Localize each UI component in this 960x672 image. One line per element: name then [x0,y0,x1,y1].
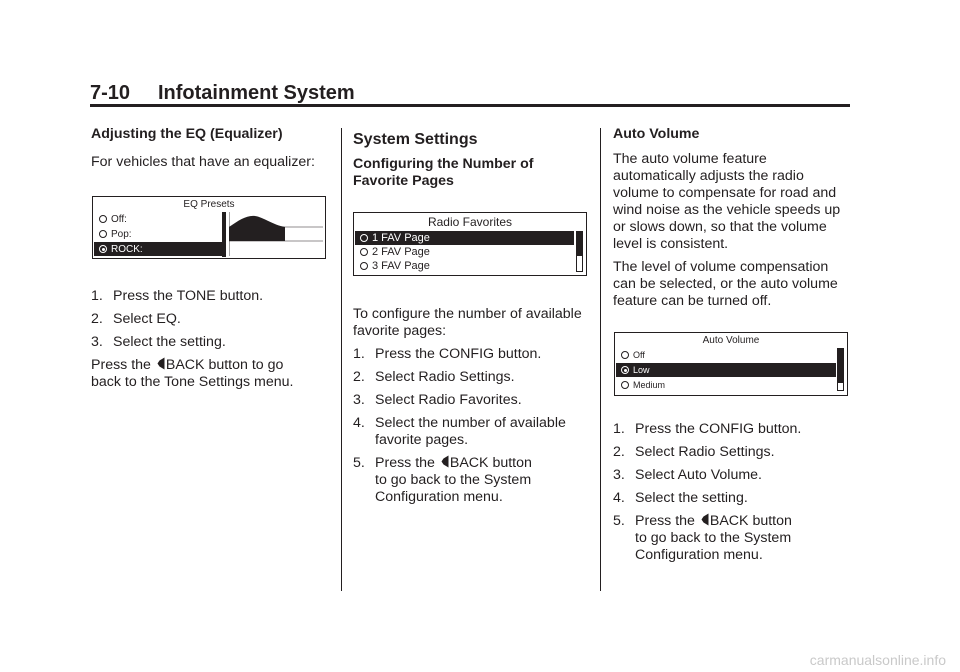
watermark: carmanualsonline.info [809,652,946,668]
eq-graph-divider [222,212,226,257]
scroll-thumb[interactable] [838,349,843,383]
column-system-settings [353,130,593,190]
back-arrow-icon [157,357,165,370]
eq-steps [91,288,331,391]
page-number: 7-10 [90,82,131,104]
back-arrow-icon [701,513,709,526]
back-arrow-icon [441,455,449,468]
eq-option-rock[interactable]: ROCK: [94,242,222,256]
auto-volume-compensation: The level of volume compensation can be selected, or the auto volume feature can be turned off. [613,259,838,309]
screen-title: Auto Volume [702,335,760,346]
section-heading-system-settings: System Settings [353,131,478,148]
section-heading-eq: Adjusting the EQ (Equalizer) [91,126,283,142]
back-instruction: Press the BACK button to go back to the Tone Settings menu. [91,357,294,390]
step-3: 3. Select Radio Favorites. [353,392,522,408]
radio-off-icon [360,234,368,242]
eq-option-pop[interactable]: Pop: [94,227,222,241]
screen-title: EQ Presets [183,199,235,210]
column-eq [91,126,331,171]
fav-scrollbar[interactable] [576,231,583,272]
step-3: 3. Select the setting. [91,334,226,350]
step-1: 1. Press the CONFIG button. [613,421,802,437]
favorites-intro: To configure the number of available favorite pages: [353,306,582,339]
step-4: 4. Select the setting. [613,490,748,506]
vol-scrollbar[interactable] [837,348,844,391]
step-2: 2. Select Radio Settings. [613,444,775,460]
scroll-thumb[interactable] [577,232,582,256]
vol-option-medium[interactable]: Medium [616,378,836,392]
column-divider-2 [600,128,601,591]
eq-presets-screen [92,196,326,259]
step-2: 2. Select EQ. [91,311,181,327]
step-2: 2. Select Radio Settings. [353,369,515,385]
header-rule [90,104,850,107]
radio-off-icon [360,262,368,270]
fav-option-1[interactable]: 1 FAV Page [355,231,574,245]
step-5: 5. Press the BACK button to go back to the System Configuration menu. [353,455,532,505]
step-4: 4. Select the number of available favorite pages. [353,415,566,448]
section-heading-auto-volume: Auto Volume [613,126,700,142]
column-divider-1 [341,128,342,591]
radio-off-icon [621,381,629,389]
radio-off-icon [621,351,629,359]
screen-title: Radio Favorites [427,215,513,229]
vol-option-low[interactable]: Low [616,363,836,377]
auto-volume-description: The auto volume feature automatically adjusts the radio volume to compensate for road and wind noise as the vehicle speeds up or slows down, so that the volume level is consistent. [613,151,841,252]
vol-option-off[interactable]: Off [616,348,836,362]
eq-option-off[interactable]: Off: [94,212,222,226]
eq-curve-graph [229,212,323,256]
auto-volume-screen [614,332,848,396]
chapter-title: Infotainment System [158,82,355,104]
step-3: 3. Select Auto Volume. [613,467,762,483]
eq-intro: For vehicles that have an equalizer: [91,154,315,170]
radio-on-icon [621,366,629,374]
radio-favorites-screen [353,212,587,276]
column-auto-volume [613,126,853,310]
radio-off-icon [360,248,368,256]
fav-option-2[interactable]: 2 FAV Page [355,245,574,259]
fav-option-3[interactable]: 3 FAV Page [355,259,574,273]
auto-volume-steps [613,421,853,564]
radio-on-icon [99,245,107,253]
radio-off-icon [99,215,107,223]
page-header [90,82,850,106]
step-5: 5. Press the BACK button to go back to the System Configuration menu. [613,513,792,563]
step-1: 1. Press the TONE button. [91,288,264,304]
radio-off-icon [99,230,107,238]
subheading-favorite-pages: Configuring the Number of Favorite Pages [353,156,534,189]
step-1: 1. Press the CONFIG button. [353,346,542,362]
favorites-steps [353,306,597,506]
